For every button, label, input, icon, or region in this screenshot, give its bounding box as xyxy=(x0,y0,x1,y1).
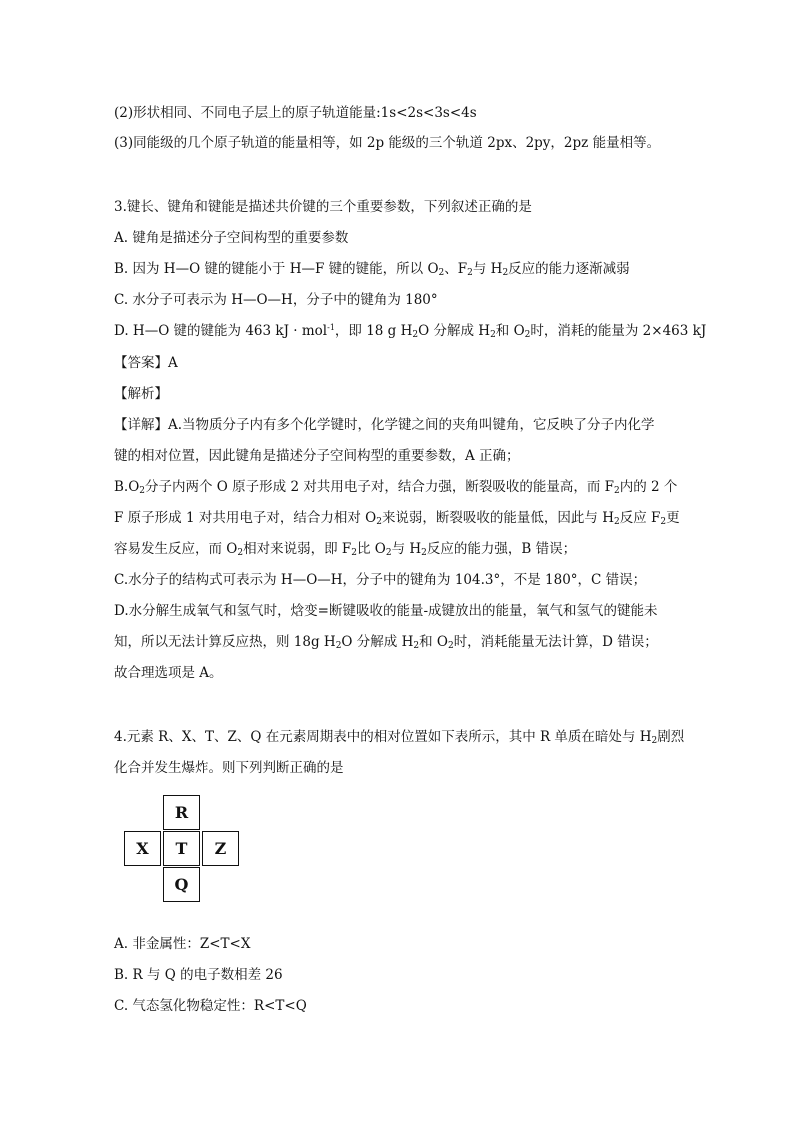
detail-line: F 原子形成 1 对共用电子对，结合力相对 $O_2$来说弱，断裂吸收的能量低，因此与 $H_2$反应 $F_2$更 xyxy=(114,510,680,527)
detail-line: $B.O_2$分子内两个 O 原子形成 2 对共用电子对，结合力强，断裂吸收的能量高，而 $F_2$内的 2 个 xyxy=(114,479,678,496)
option-3c: C. 水分子可表示为 H—O—H，分子中的键角为 180° xyxy=(114,292,438,308)
question-4-stem: 4.元素 R、X、T、Z、Q 在元素周期表中的相对位置如下表所示，其中 R 单质在暗处与 $H_2$剧烈 xyxy=(114,729,685,746)
text-line: (2)形状相同、不同电子层上的原子轨道能量:1s<2s<3s<4s xyxy=(114,105,477,121)
detail-line: 知，所以无法计算反应热，则 18g $H_2O$ 分解成 $H_2$和 $O_2$时，消耗能量无法计算，D 错误； xyxy=(114,634,658,651)
answer: 【答案】A xyxy=(114,355,178,371)
periodic-table-fragment xyxy=(124,795,240,903)
option-4c: C. 气态氢化物稳定性：R<T<Q xyxy=(114,998,307,1014)
question-4-stem: 化合并发生爆炸。则下列判断正确的是 xyxy=(114,760,344,776)
detail-line: D.水分解生成氧气和氢气时，焓变=断键吸收的能量-成键放出的能量，氧气和氢气的键能未 xyxy=(114,603,658,619)
cell-t: T xyxy=(163,831,200,866)
conclusion: 故合理选项是 A。 xyxy=(114,665,223,681)
option-4a: A. 非金属性：Z<T<X xyxy=(114,936,251,952)
option-3b: B. 因为 H—O 键的键能小于 H—F 键的键能，所以 $O_2$、$F_2$与 $H_2$反应的能力逐渐减弱 xyxy=(114,261,630,278)
option-3a: A. 键角是描述分子空间构型的重要参数 xyxy=(114,230,349,246)
analysis-heading: 【解析】 xyxy=(114,386,168,402)
cell-z: Z xyxy=(202,831,239,866)
detail-line: 容易发生反应，而 $O_2$相对来说弱，即 $F_2$比 $O_2$与 $H_2$反应的能力强，B 错误； xyxy=(114,541,577,558)
detail-line: 键的相对位置，因此键角是描述分子空间构型的重要参数，A 正确； xyxy=(114,448,520,464)
cell-r: R xyxy=(163,795,200,830)
question-3-stem: 3.键长、键角和键能是描述共价键的三个重要参数，下列叙述正确的是 xyxy=(114,199,532,215)
option-3d: D. H—O 键的键能为 463 kJ · mol$^{-1}$，即 18 g $H_2O$ 分解成 $H_2$和 $O_2$时，消耗的能量为 2×463 kJ xyxy=(114,323,707,340)
cell-q: Q xyxy=(163,867,200,902)
cell-x: X xyxy=(124,831,161,866)
detail-line: C.水分子的结构式可表示为 H—O—H，分子中的键角为 104.3°，不是 180°，C 错误； xyxy=(114,572,647,588)
detail-line: 【详解】A.当物质分子内有多个化学键时，化学键之间的夹角叫键角，它反映了分子内化学 xyxy=(114,417,655,433)
option-4b: B. R 与 Q 的电子数相差 26 xyxy=(114,967,283,983)
text-line: (3)同能级的几个原子轨道的能量相等，如 2p 能级的三个轨道 2px、2py，2pz 能量相等。 xyxy=(114,135,661,151)
